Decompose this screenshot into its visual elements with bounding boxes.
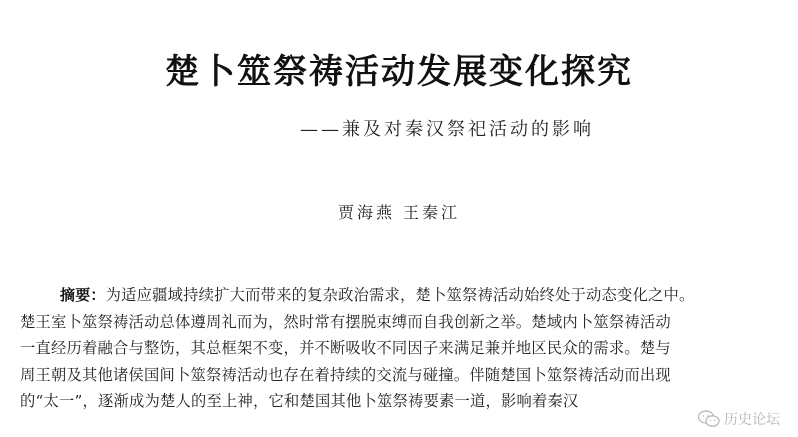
watermark-text: 历史论坛 [724,412,780,428]
paper-authors: 贾海燕 王秦江 [337,203,461,222]
abstract-line: 的“太一”，逐渐成为楚人的至上神，它和楚国其他卜筮祭祷要素一道，影响着秦汉 [20,392,579,411]
abstract-line: 一直经历着融合与整饬，其总框架不变，并不断吸收不同因子来满足兼并地区民众的需求。楚与 [20,339,671,358]
abstract-label: 摘要： [60,286,106,304]
abstract-line: 楚王室卜筮祭祷活动总体遵周礼而为，然时常有摆脱束缚而自我创新之举。楚域内卜筮祭祷活动 [20,312,671,331]
paper-title: 楚卜筮祭祷活动发展变化探究 [165,52,633,92]
wechat-icon [698,410,720,428]
abstract-text: 为适应疆域持续扩大而带来的复杂政治需求，楚卜筮祭祷活动始终处于动态变化之中。 [105,286,695,304]
paper-subtitle: ——兼及对秦汉祭祀活动的影响 [300,119,594,140]
abstract-line [20,282,778,309]
watermark [698,409,780,429]
abstract-line: 周王朝及其他诸侯国间卜筮祭祷活动也存在着持续的交流与碰撞。伴随楚国卜筮祭祷活动而出现 [20,365,671,384]
abstract [20,282,778,415]
